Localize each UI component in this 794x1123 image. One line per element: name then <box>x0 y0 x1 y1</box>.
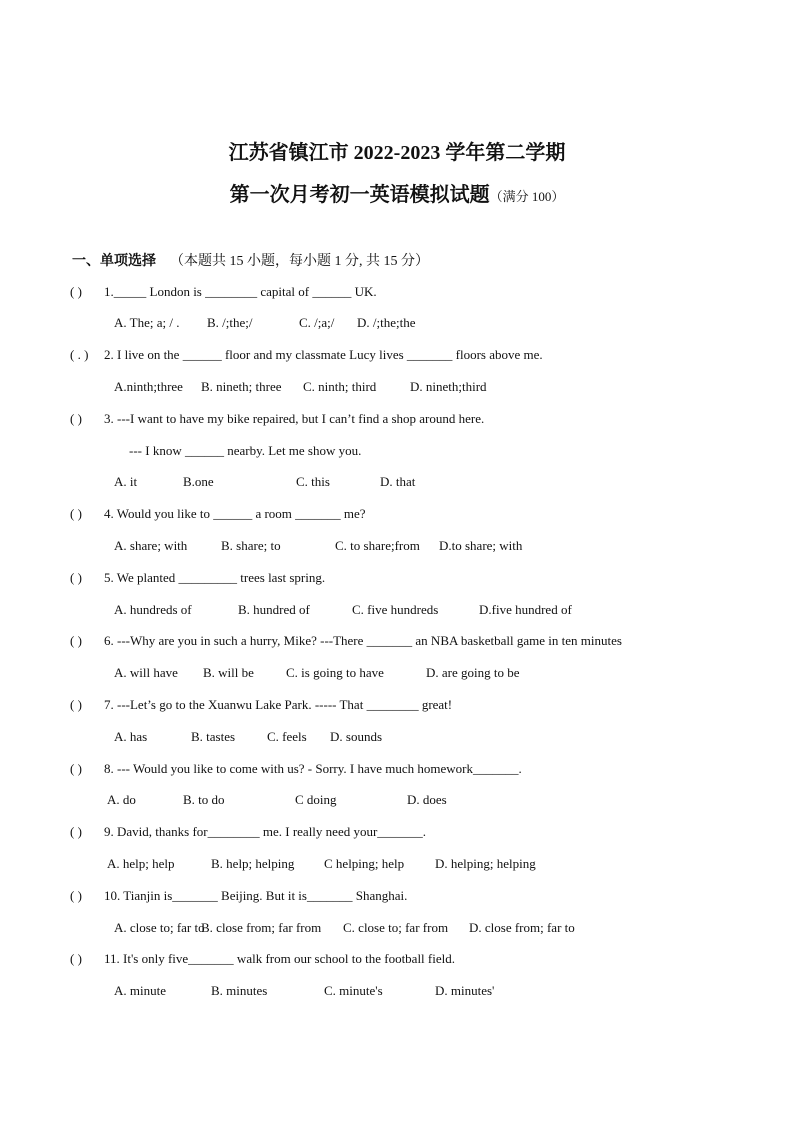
question-11-stem-line <box>70 951 455 967</box>
option-c: C. feels <box>267 729 307 744</box>
option-b: B. share; to <box>221 538 281 553</box>
question-stem: 2. I live on the ______ floor and my classmate Lucy lives _______ floors above me. <box>104 347 543 362</box>
question-7-options <box>114 729 382 745</box>
question-stem: 4. Would you like to ______ a room _______ me? <box>104 506 366 521</box>
question-4-stem-line <box>70 506 366 522</box>
option-a: A. has <box>114 729 148 744</box>
option-a: A. minute <box>114 983 166 998</box>
option-b: B. /;the;/ <box>207 315 253 330</box>
option-c: C doing <box>295 792 337 807</box>
option-a: A. hundreds of <box>114 602 192 617</box>
option-b: B. minutes <box>211 983 268 998</box>
option-c: C. close to; far from <box>343 920 449 935</box>
option-d: D. nineth;third <box>410 379 487 394</box>
question-9-options <box>107 856 536 872</box>
question-3-options <box>114 474 415 490</box>
question-10-stem-line <box>70 888 407 904</box>
question-2-options <box>114 379 487 395</box>
option-a: A. help; help <box>107 856 175 871</box>
option-c: C. five hundreds <box>352 602 439 617</box>
option-c: C. is going to have <box>286 665 384 680</box>
option-b: B. help; helping <box>211 856 295 871</box>
question-10-options <box>114 920 575 936</box>
option-d: D. helping; helping <box>435 856 536 871</box>
option-a: A. close to; far to <box>114 920 205 935</box>
question-4-options <box>114 538 522 554</box>
question-2-stem-line <box>70 347 543 363</box>
question-6-options <box>114 665 520 681</box>
option-a: A.ninth;three <box>114 379 183 394</box>
option-b: B. to do <box>183 792 225 807</box>
question-5-stem-line <box>70 570 325 586</box>
option-d: D.to share; with <box>439 538 523 553</box>
question-stem: 9. David, thanks for________ me. I really need your_______. <box>104 824 427 839</box>
question-stem: 7. ---Let’s go to the Xuanwu Lake Park. ----- That ________ great! <box>104 697 453 712</box>
question-7-stem-line <box>70 697 452 713</box>
option-d: D. are going to be <box>426 665 520 680</box>
question-1-options <box>114 315 416 331</box>
option-b: B.one <box>183 474 214 489</box>
answer-blank: ( ) <box>70 824 82 839</box>
question-stem: 10. Tianjin is_______ Beijing. But it is_______ Shanghai. <box>104 888 408 903</box>
question-stem: 1._____ London is ________ capital of ______ UK. <box>104 284 377 299</box>
exam-title-text: 第一次月考初一英语模拟试题 <box>229 184 490 206</box>
option-c: C. /;a;/ <box>299 315 335 330</box>
answer-blank: ( ) <box>70 284 82 299</box>
question-8-options <box>107 792 447 808</box>
option-c: C. this <box>296 474 330 489</box>
question-stem: 11. It's only five_______ walk from our school to the football field. <box>104 951 455 966</box>
question-8-stem-line <box>70 761 522 777</box>
exam-title-line-2 <box>0 178 794 207</box>
option-b: B. close from; far from <box>201 920 322 935</box>
question-11-options <box>114 983 494 999</box>
question-5-options <box>114 602 572 618</box>
answer-blank: ( ) <box>70 633 82 648</box>
question-6-stem-line <box>70 633 622 649</box>
option-d: D. does <box>407 792 447 807</box>
option-d: D. that <box>380 474 416 489</box>
answer-blank: ( ) <box>70 761 82 776</box>
option-d: D. /;the;the <box>357 315 416 330</box>
option-a: A. The; a; / . <box>114 315 180 330</box>
score-note: （满分 100） <box>489 189 565 204</box>
option-b: B. nineth; three <box>201 379 282 394</box>
option-d: D. close from; far to <box>469 920 575 935</box>
option-b: B. hundred of <box>238 602 310 617</box>
option-c: C. to share;from <box>335 538 420 553</box>
option-a: A. will have <box>114 665 178 680</box>
option-a: A. share; with <box>114 538 188 553</box>
option-b: B. tastes <box>191 729 236 744</box>
question-9-stem-line <box>70 824 426 840</box>
option-c: C. ninth; third <box>303 379 377 394</box>
answer-blank: ( ) <box>70 951 82 966</box>
question-stem: 3. ---I want to have my bike repaired, but I can’t find a shop around here. <box>104 411 485 426</box>
option-c: C. minute's <box>324 983 383 998</box>
answer-blank: ( ) <box>70 697 82 712</box>
section-heading <box>72 250 429 270</box>
exam-title-line-1: 江苏省镇江市 2022-2023 学年第二学期 <box>228 142 566 164</box>
question-3-stem-line <box>70 411 484 427</box>
option-d: D.five hundred of <box>479 602 572 617</box>
option-a: A. do <box>107 792 136 807</box>
answer-blank: ( ) <box>70 570 82 585</box>
question-1-stem-line <box>70 284 377 300</box>
option-a: A. it <box>114 474 138 489</box>
section-title: 一、单项选择 <box>72 254 156 269</box>
question-stem: 8. --- Would you like to come with us? - Sorry. I have much homework_______. <box>104 761 522 776</box>
answer-blank: ( . ) <box>70 347 89 362</box>
answer-blank: ( ) <box>70 506 82 521</box>
answer-blank: ( ) <box>70 888 82 903</box>
option-b: B. will be <box>203 665 254 680</box>
question-stem: 5. We planted _________ trees last spring. <box>104 570 326 585</box>
answer-blank: ( ) <box>70 411 82 426</box>
section-note: （本题共 15 小题，每小题 1 分, 共 15 分） <box>170 254 429 269</box>
option-c: C helping; help <box>324 856 405 871</box>
question-stem: 6. ---Why are you in such a hurry, Mike? ---There _______ an NBA basketball game in ten minutes <box>104 633 622 648</box>
question-3-stem-line-2: --- I know ______ nearby. Let me show you. <box>129 443 362 458</box>
option-d: D. sounds <box>330 729 383 744</box>
option-d: D. minutes' <box>435 983 495 998</box>
